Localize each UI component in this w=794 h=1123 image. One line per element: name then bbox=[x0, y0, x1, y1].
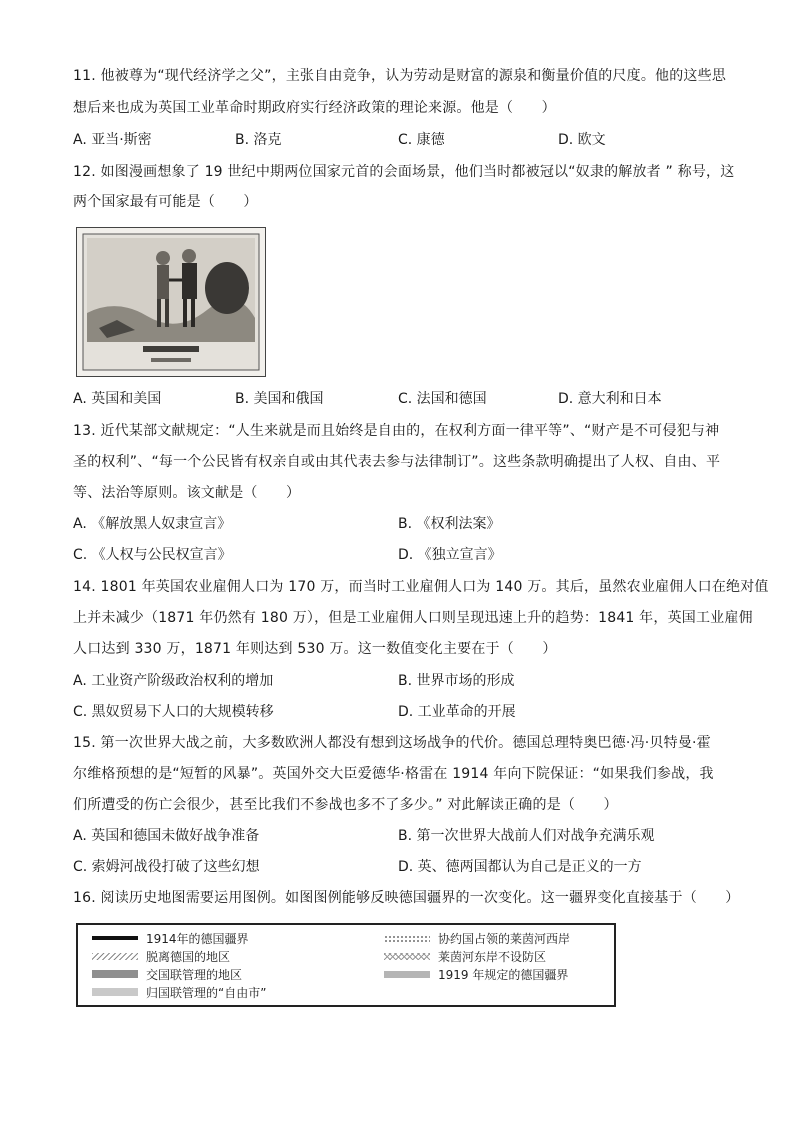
legend-label: 交国联管理的地区 bbox=[146, 967, 243, 982]
legend-label: 脱离德国的地区 bbox=[146, 949, 231, 964]
gray-line-symbol bbox=[384, 971, 430, 978]
q12-option-d[interactable]: D. 意大利和日本 bbox=[558, 391, 662, 407]
legend-label: 莱茵河东岸不设防区 bbox=[438, 949, 547, 964]
q14-text-line-2: 上并未减少（1871 年仍然有 180 万），但是工业雇佣人口则呈现迅速上升的趋势：1841 年，英国工业雇佣 bbox=[73, 610, 753, 626]
cartoon-image bbox=[76, 227, 266, 377]
legend-label: 1919 年规定的德国疆界 bbox=[438, 967, 569, 982]
q13-text-line-3: 等、法治等原则。该文献是（ ） bbox=[73, 485, 301, 501]
legend-item-ceded-area bbox=[92, 947, 230, 965]
legend-item-league-managed bbox=[92, 965, 242, 983]
q15-option-b[interactable]: B. 第一次世界大战前人们对战争充满乐观 bbox=[398, 828, 655, 844]
q13-text-line-2: 圣的权利”、“每一个公民皆有权亲自或由其代表去参与法律制订”。这些条款明确提出了人权、自由、平 bbox=[73, 454, 721, 470]
cross-hatch-symbol bbox=[384, 953, 430, 960]
cartoon-illustration bbox=[77, 228, 265, 376]
legend-item-1919-border bbox=[384, 965, 568, 983]
q13-option-a[interactable]: A. 《解放黑人奴隶宣言》 bbox=[73, 516, 232, 532]
legend-label: 协约国占领的莱茵河西岸 bbox=[438, 931, 571, 946]
q11-text-line-2: 想后来也成为英国工业革命时期政府实行经济政策的理论来源。他是（ ） bbox=[73, 100, 556, 116]
dark-gray-symbol bbox=[92, 970, 138, 978]
q15-option-c[interactable]: C. 索姆河战役打破了这些幻想 bbox=[73, 859, 260, 875]
q13-option-c[interactable]: C. 《人权与公民权宣言》 bbox=[73, 547, 232, 563]
q12-option-b[interactable]: B. 美国和俄国 bbox=[235, 391, 324, 407]
light-gray-symbol bbox=[92, 988, 138, 996]
q16-text-line-1: 16. 阅读历史地图需要运用图例。如图图例能够反映德国疆界的一次变化。这一疆界变化直接基于（ ） bbox=[73, 890, 740, 906]
solid-line-symbol bbox=[92, 936, 138, 940]
q13-text-line-1: 13. 近代某部文献规定：“人生来就是而且始终是自由的，在权利方面一律平等”、“财产是不可侵犯与神 bbox=[73, 423, 720, 439]
q13-option-b[interactable]: B. 《权利法案》 bbox=[398, 516, 501, 532]
legend-item-1914-border bbox=[92, 929, 249, 947]
q15-text-line-1: 15. 第一次世界大战之前，大多数欧洲人都没有想到这场战争的代价。德国总理特奥巴德·冯·贝特曼·霍 bbox=[73, 735, 711, 751]
legend-label: 归国联管理的“自由市” bbox=[146, 985, 267, 1000]
map-legend bbox=[76, 923, 616, 1007]
q14-option-b[interactable]: B. 世界市场的形成 bbox=[398, 673, 515, 689]
q11-option-d[interactable]: D. 欧文 bbox=[558, 132, 606, 148]
q11-text-line-1: 11. 他被尊为“现代经济学之父”，主张自由竞争，认为劳动是财富的源泉和衡量价值的尺度。他的这些思 bbox=[73, 68, 727, 84]
dots-symbol bbox=[384, 935, 430, 942]
q15-option-d[interactable]: D. 英、德两国都认为自己是正义的一方 bbox=[398, 859, 642, 875]
legend-item-rhine-east-demilitarized bbox=[384, 947, 546, 965]
q14-option-d[interactable]: D. 工业革命的开展 bbox=[398, 704, 516, 720]
q14-text-line-1: 14. 1801 年英国农业雇佣人口为 170 万，而当时工业雇佣人口为 140 万。其后，虽然农业雇佣人口在绝对值 bbox=[73, 579, 769, 595]
q12-option-c[interactable]: C. 法国和德国 bbox=[398, 391, 487, 407]
legend-label: 1914年的德国疆界 bbox=[146, 931, 249, 946]
q15-text-line-2: 尔维格预想的是“短暂的风暴”。英国外交大臣爱德华·格雷在 1914 年向下院保证：“如果我们参战，我 bbox=[73, 766, 714, 782]
q14-option-c[interactable]: C. 黑奴贸易下人口的大规模转移 bbox=[73, 704, 274, 720]
q12-option-a[interactable]: A. 英国和美国 bbox=[73, 391, 162, 407]
legend-item-free-city bbox=[92, 983, 266, 1001]
q12-text-line-1: 12. 如图漫画想象了 19 世纪中期两位国家元首的会面场景，他们当时都被冠以“奴隶的解放者 ” 称号，这 bbox=[73, 164, 735, 180]
q14-text-line-3: 人口达到 330 万，1871 年则达到 530 万。这一数值变化主要在于（ ） bbox=[73, 641, 557, 657]
legend-item-rhine-west-occupied bbox=[384, 929, 570, 947]
q14-option-a[interactable]: A. 工业资产阶级政治权利的增加 bbox=[73, 673, 274, 689]
q11-option-a[interactable]: A. 亚当·斯密 bbox=[73, 132, 152, 148]
q11-option-b[interactable]: B. 洛克 bbox=[235, 132, 282, 148]
q15-option-a[interactable]: A. 英国和德国未做好战争准备 bbox=[73, 828, 260, 844]
q15-text-line-3: 们所遭受的伤亡会很少，甚至比我们不参战也多不了多少。” 对此解读正确的是（ ） bbox=[73, 797, 618, 813]
q12-text-line-2: 两个国家最有可能是（ ） bbox=[73, 194, 258, 210]
q11-option-c[interactable]: C. 康德 bbox=[398, 132, 445, 148]
hatch-symbol bbox=[92, 953, 138, 960]
q13-option-d[interactable]: D. 《独立宣言》 bbox=[398, 547, 502, 563]
